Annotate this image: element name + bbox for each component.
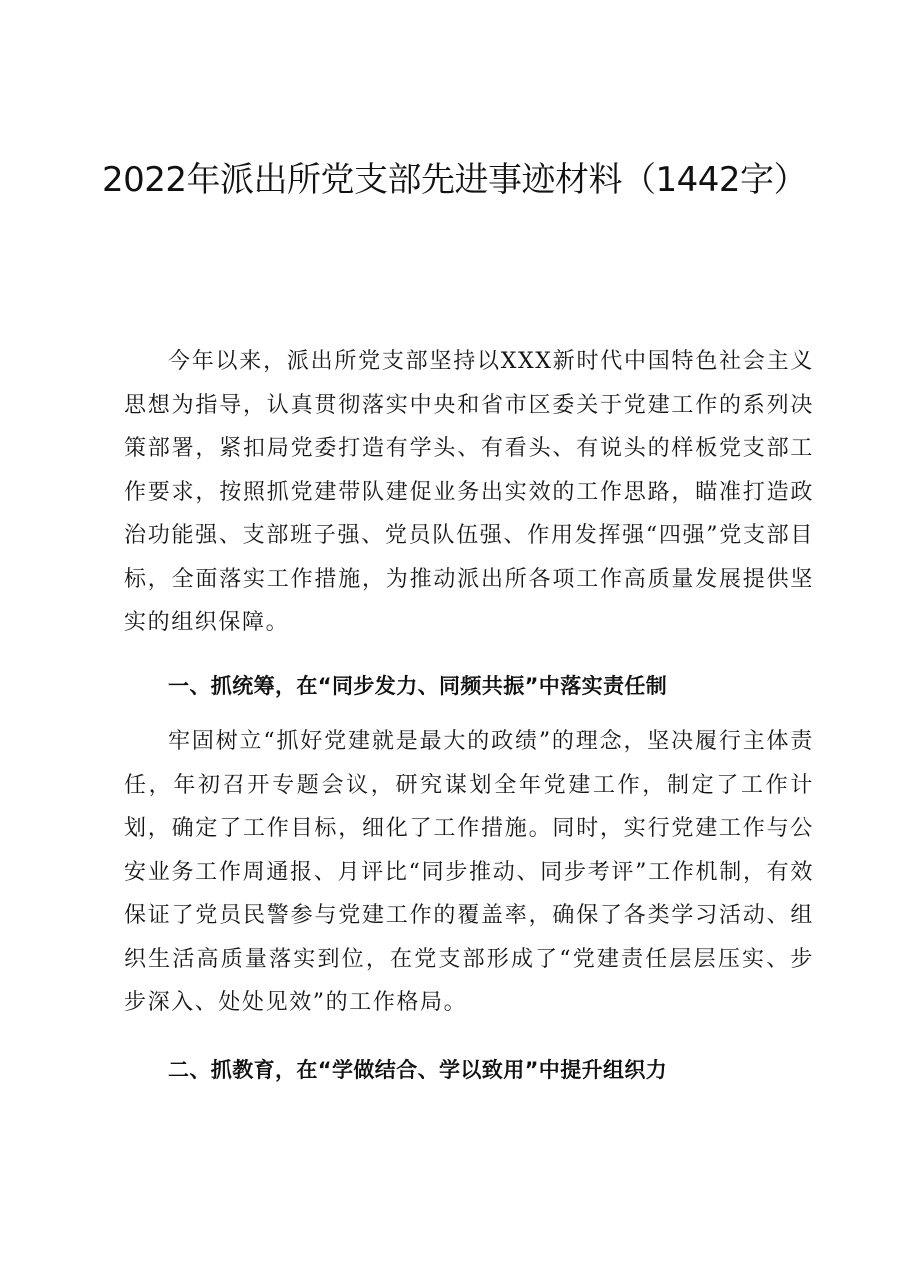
section-heading-2: 二、抓教育，在“学做结合、学以致用”中提升组织力: [168, 1058, 668, 1082]
section-1-paragraph: 牢固树立“抓好党建就是最大的政绩”的理念，坚决履行主体责任，年初召开专题会议，研究谋划全年党建工作，制定了工作计划，确定了工作目标，细化了工作措施。同时，实行党建工作与公安业务工作周通报、月评比“同步推动、同步考评”工作机制，有效保证了党员民警参与党建工作的覆盖率，确保了各类学习活动、组织生活高质量落实到位，在党支部形成了“党建责任层层压实、步步深入、处处见效”的工作格局。: [124, 729, 814, 1015]
intro-paragraph: 今年以来，派出所党支部坚持以XXX新时代中国特色社会主义思想为指导，认真贯彻落实中央和省市区委关于党建工作的系列决策部署，紧扣局党委打造有学头、有看头、有说头的样板党支部工作要求，按照抓党建带队建促业务出实效的工作思路，瞄准打造政治功能强、支部班子强、党员队伍强、作用发挥强“四强”党支部目标，全面落实工作措施，为推动派出所各项工作高质量发展提供坚实的组织保障。: [124, 349, 814, 635]
section-heading-1: 一、抓统筹，在“同步发力、同频共振”中落实责任制: [168, 674, 668, 698]
document-title: 2022年派出所党支部先进事迹材料（1442字）: [101, 160, 808, 200]
